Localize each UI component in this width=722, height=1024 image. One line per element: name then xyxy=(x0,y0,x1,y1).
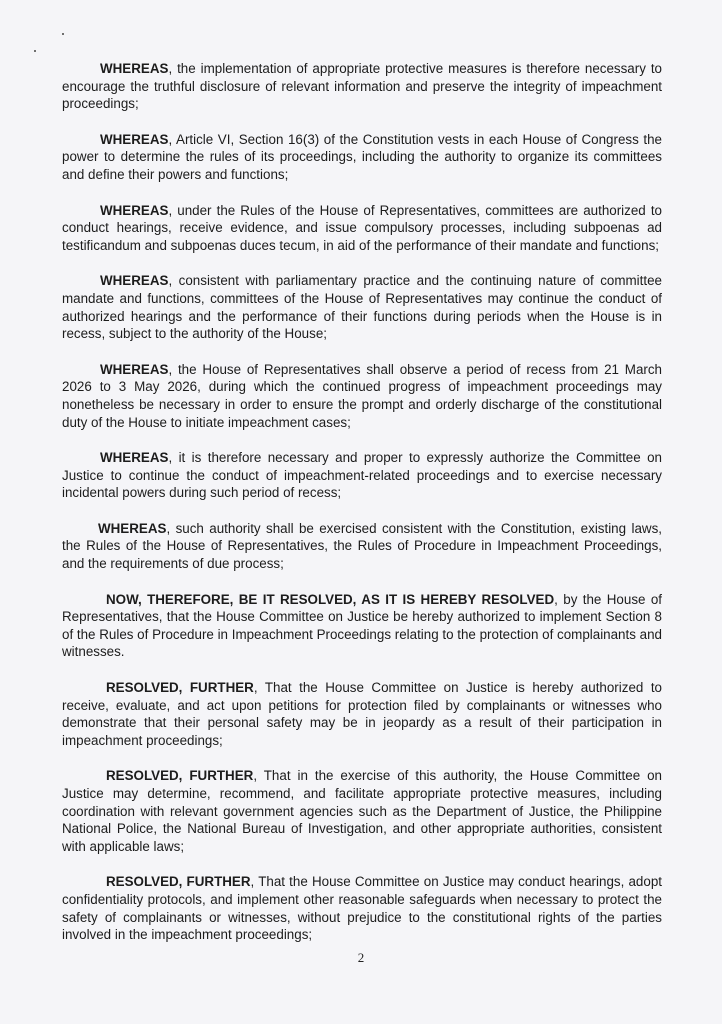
resolution-paragraph xyxy=(62,591,662,661)
paragraph-lead: WHEREAS xyxy=(100,202,169,218)
paragraph-lead: WHEREAS xyxy=(100,361,169,377)
paragraph-lead: WHEREAS xyxy=(100,131,169,147)
paragraph-lead: NOW, THEREFORE, BE IT RESOLVED, AS IT IS HEREBY RESOLVED xyxy=(106,591,555,607)
whereas-paragraph-4 xyxy=(62,272,662,342)
whereas-paragraph-7 xyxy=(62,520,662,573)
whereas-paragraph-2 xyxy=(62,131,662,184)
resolved-further-paragraph-3 xyxy=(62,873,662,943)
scan-speck xyxy=(34,50,36,52)
paragraph-text: , That the House Committee on Justice may conduct hearings, adopt confidentiality protocols, and implement other reasonable safeguards when necessary to protect the safety of complainants or witnesses, without prejudice to the constitutional rights of the parties involved in the impeachment proceedings; xyxy=(62,874,662,943)
paragraph-text: , under the Rules of the House of Representatives, committees are authorized to conduct hearings, receive evidence, and issue compulsory processes, including subpoenas ad testificandum and subpoenas duces tecum, in aid of the performance of their mandate and functions; xyxy=(62,202,662,253)
document-body xyxy=(62,60,662,962)
paragraph-text: , That in the exercise of this authority, the House Committee on Justice may determine, recommend, and facilitate appropriate protective measures, including coordination with relevant government agencies such as the Department of Justice, the Philippine National Police, the National Bureau of Investigation, and other appropriate authorities, consistent with applicable laws; xyxy=(62,768,662,854)
paragraph-lead: RESOLVED, FURTHER xyxy=(106,768,254,784)
paragraph-text: , it is therefore necessary and proper to expressly authorize the Committee on Justice to continue the conduct of impeachment-related proceedings and to exercise necessary incidental powers during such period of recess; xyxy=(62,450,662,501)
paragraph-lead: WHEREAS xyxy=(100,61,169,76)
whereas-paragraph-6 xyxy=(62,449,662,502)
paragraph-text: , That the House Committee on Justice is hereby authorized to receive, evaluate, and act upon petitions for protection filed by complainants or witnesses who demonstrate that their personal safety may be in jeopardy as a result of their participation in impeachment proceedings; xyxy=(62,680,662,748)
whereas-paragraph-1 xyxy=(62,60,662,113)
paragraph-text: , the House of Representatives shall observe a period of recess from 21 March 2026 to 3 May 2026, during which the continued progress of impeachment proceedings may nonetheless be necessary in order to ensure the prompt and orderly discharge of the constitutional duty of the House to initiate impeachment cases; xyxy=(62,361,662,430)
paragraph-lead: RESOLVED, FURTHER xyxy=(106,874,251,890)
paragraph-lead: RESOLVED, FURTHER xyxy=(106,680,254,696)
whereas-paragraph-3 xyxy=(62,202,662,255)
paragraph-lead: WHEREAS xyxy=(100,450,169,466)
paragraph-text: , the implementation of appropriate protective measures is therefore necessary to encourage the truthful disclosure of relevant information and preserve the integrity of impeachment proceedings; xyxy=(62,61,662,112)
paragraph-text: , consistent with parliamentary practice and the continuing nature of committee mandate and functions, committees of the House of Representatives may continue the conduct of authorized hearings and the performance of their functions during periods when the House is in recess, subject to the authority of the House; xyxy=(62,273,662,342)
page-number: 2 xyxy=(357,950,365,965)
resolved-further-paragraph-2 xyxy=(62,767,662,855)
scan-speck xyxy=(62,33,64,35)
paragraph-lead: WHEREAS xyxy=(98,520,167,536)
whereas-paragraph-5 xyxy=(62,361,662,431)
paragraph-text: , such authority shall be exercised consistent with the Constitution, existing laws, the Rules of the House of Representatives, the Rules of Procedure in Impeachment Proceedings, and the requirements of due process; xyxy=(62,520,662,572)
resolved-further-paragraph-1 xyxy=(62,679,662,749)
paragraph-text: , by the House of Representatives, that the House Committee on Justice be hereby authorized to implement Section 8 of the Rules of Procedure in Impeachment Proceedings relating to the protection of complainants and witnesses. xyxy=(62,591,663,660)
paragraph-lead: WHEREAS xyxy=(100,273,169,289)
paragraph-text: , Article VI, Section 16(3) of the Constitution vests in each House of Congress the power to determine the rules of its proceedings, including the authority to organize its committees and define their powers and functions; xyxy=(62,131,662,182)
